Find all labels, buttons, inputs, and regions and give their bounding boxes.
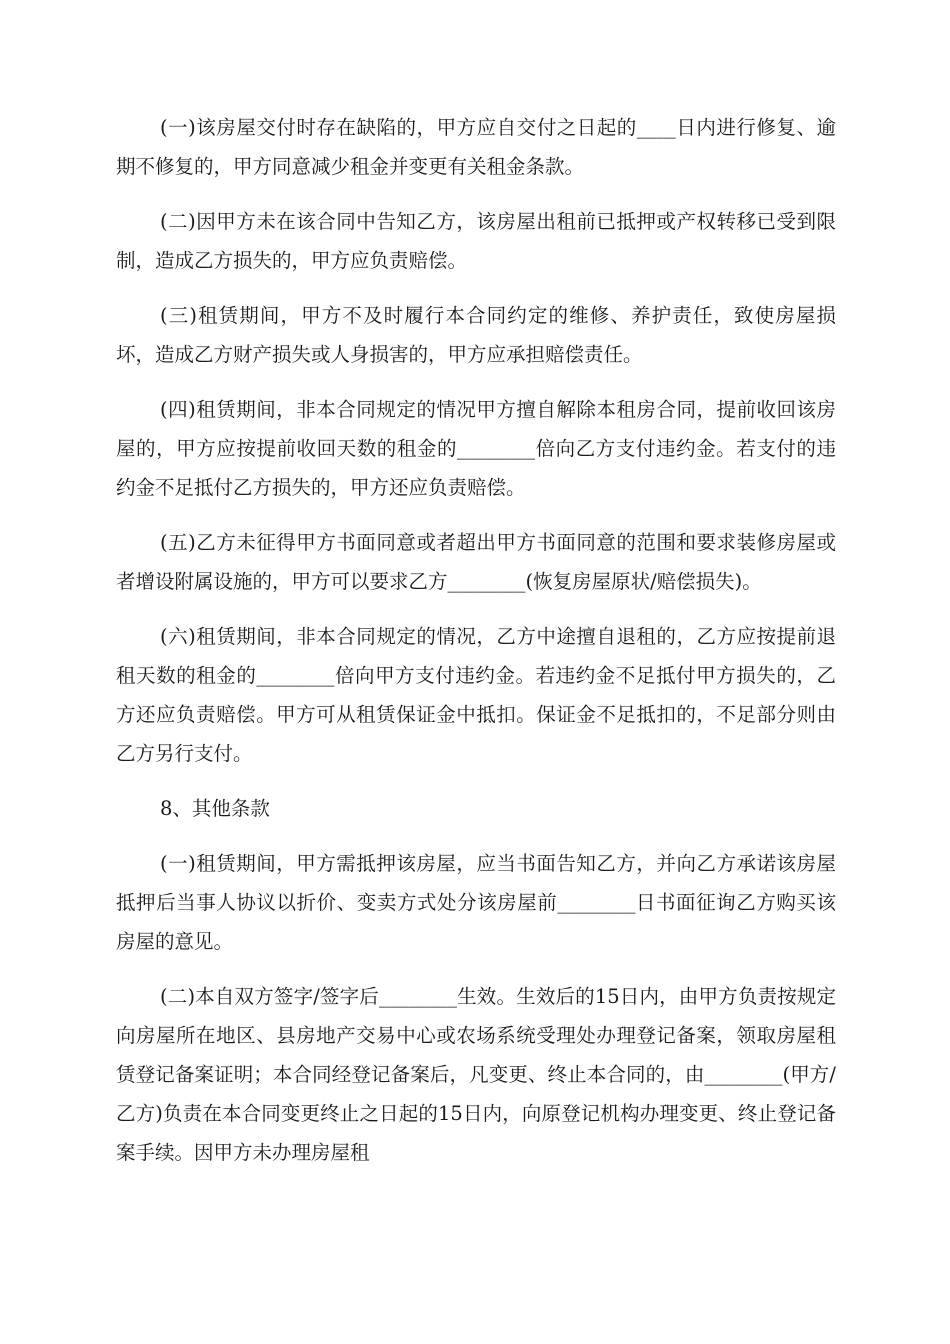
clause-paragraph: (一)租赁期间，甲方需抵押该房屋，应当书面告知乙方，并向乙方承诺该房屋抵押后当事人协议以折价、变卖方式处分该房屋前________日书面征询乙方购买该房屋的意见。 [116,852,836,953]
clause-paragraph: (三)租赁期间，甲方不及时履行本合同约定的维修、养护责任，致使房屋损坏，造成乙方财产损失或人身损害的，甲方应承担赔偿责任。 [116,304,836,366]
document-page [116,108,836,1188]
clause-paragraph: (二)因甲方未在该合同中告知乙方，该房屋出租前已抵押或产权转移已受到限制，造成乙方损失的，甲方应负责赔偿。 [116,210,836,272]
section-heading: 8、其他条款 [160,797,270,820]
clause-paragraph: (一)该房屋交付时存在缺陷的，甲方应自交付之日起的____日内进行修复、逾期不修复的，甲方同意减少租金并变更有关租金条款。 [116,116,836,178]
clause-paragraph: (六)租赁期间，非本合同规定的情况，乙方中途擅自退租的，乙方应按提前退租天数的租金的________倍向甲方支付违约金。若违约金不足抵付甲方损失的，乙方还应负责赔偿。甲方可从租赁保证金中抵扣。保证金不足抵扣的，不足部分则由乙方另行支付。 [116,625,836,765]
clause-paragraph: (二)本自双方签字/签字后________生效。生效后的15日内，由甲方负责按规定向房屋所在地区、县房地产交易中心或农场系统受理处办理登记备案，领取房屋租赁登记备案证明；本合同经登记备案后，凡变更、终止本合同的，由________(甲方/乙方)负责在本合同变更终止之日起的15日内，向原登记机构办理变更、终止登记备案手续。因甲方未办理房屋租 [116,985,836,1164]
clause-paragraph: (四)租赁期间，非本合同规定的情况甲方擅自解除本租房合同，提前收回该房屋的，甲方应按提前收回天数的租金的________倍向乙方支付违约金。若支付的违约金不足抵付乙方损失的，甲方还应负责赔偿。 [116,398,836,499]
clause-paragraph: (五)乙方未征得甲方书面同意或者超出甲方书面同意的范围和要求装修房屋或者增设附属设施的，甲方可以要求乙方________(恢复房屋原状/赔偿损失)。 [116,531,836,593]
